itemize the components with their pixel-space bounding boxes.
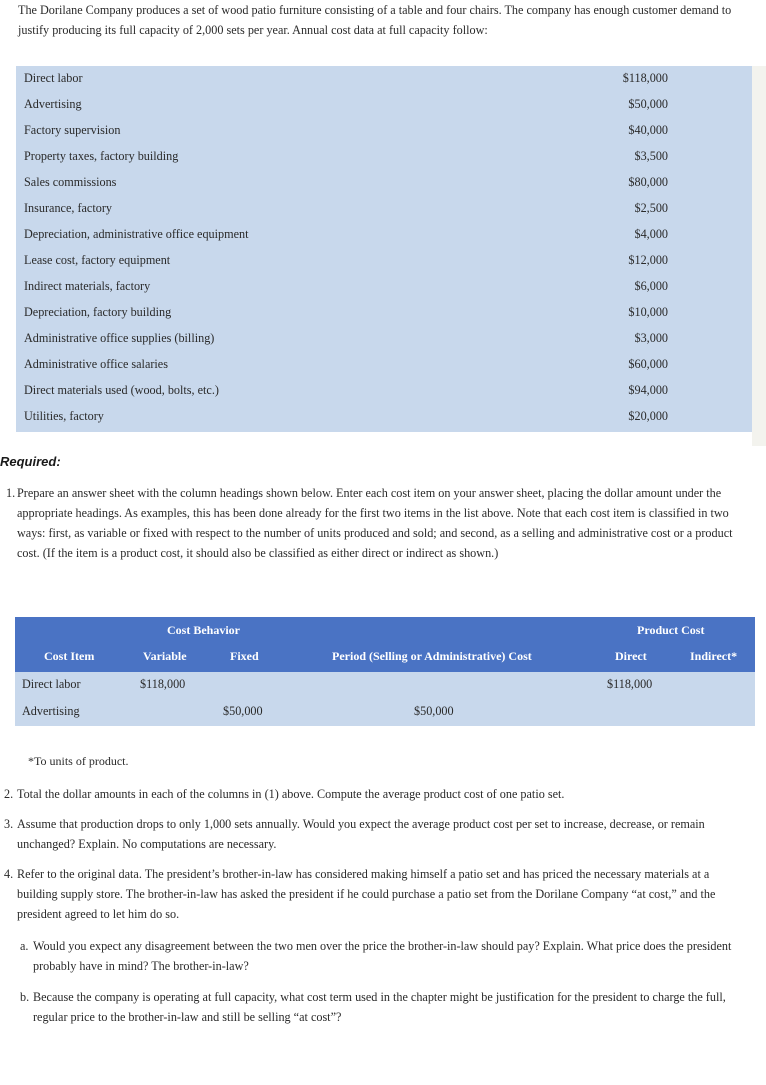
question-4a — [20, 936, 748, 976]
table-row — [16, 404, 752, 430]
cost-item-label: Administrative office salaries — [24, 357, 168, 371]
row-fixed: $50,000 — [223, 704, 263, 718]
cost-item-amount: $94,000 — [628, 383, 668, 397]
cost-item-label: Factory supervision — [24, 123, 121, 137]
question-4b — [20, 987, 748, 1027]
cost-item-amount: $40,000 — [628, 123, 668, 137]
table-row — [16, 222, 752, 248]
table-row — [16, 66, 752, 92]
table-row — [16, 352, 752, 378]
question-number: a. — [20, 939, 29, 953]
question-text: Assume that production drops to only 1,000 sets annually. Would you expect the average product cost per set to increase, decrease, or remain unchanged? Explain. No computations are necessary. — [17, 817, 705, 851]
question-number: 4. — [4, 867, 14, 881]
answer-table-header — [15, 617, 755, 672]
cost-item-amount: $60,000 — [628, 357, 668, 371]
row-cost-item: Direct labor — [22, 677, 81, 691]
question-text: Would you expect any disagreement between the two men over the price the brother-in-law should pay? Explain. What price does the president probably have in mind? The brother-in-law? — [33, 939, 732, 973]
table-row — [16, 118, 752, 144]
question-4 — [4, 864, 739, 924]
cost-data-table — [16, 66, 752, 432]
intro-paragraph: The Dorilane Company produces a set of wood patio furniture consisting of a table and four chairs. The company has enough customer demand to justify producing its full capacity of 2,000 sets per year. Annual cost data at full capacity follow: — [18, 3, 732, 37]
table-footnote: *To units of product. — [28, 754, 129, 768]
header-direct: Direct — [615, 649, 647, 663]
cost-item-label: Depreciation, factory building — [24, 305, 172, 319]
row-direct: $118,000 — [607, 677, 653, 691]
header-cost-behavior: Cost Behavior — [167, 623, 240, 637]
cost-item-label: Depreciation, administrative office equipment — [24, 227, 249, 241]
cost-item-label: Direct labor — [24, 71, 83, 85]
cost-item-label: Administrative office supplies (billing) — [24, 331, 215, 345]
page-edge-strip — [752, 66, 766, 446]
header-period-cost: Period (Selling or Administrative) Cost — [332, 649, 532, 663]
cost-item-label: Sales commissions — [24, 175, 117, 189]
question-text: Total the dollar amounts in each of the columns in (1) above. Compute the average product cost of one patio set. — [17, 787, 565, 801]
cost-item-amount: $118,000 — [622, 71, 668, 85]
cost-item-amount: $80,000 — [628, 175, 668, 189]
question-2 — [4, 784, 754, 804]
table-row — [16, 378, 752, 404]
cost-item-amount: $12,000 — [628, 253, 668, 267]
answer-sheet-table — [15, 617, 755, 726]
cost-item-amount: $4,000 — [634, 227, 668, 241]
required-heading: Required: — [0, 454, 61, 469]
cost-item-label: Insurance, factory — [24, 201, 112, 215]
cost-item-label: Property taxes, factory building — [24, 149, 179, 163]
table-row — [16, 196, 752, 222]
question-number: b. — [20, 990, 30, 1004]
question-1 — [6, 483, 754, 563]
table-row — [16, 326, 752, 352]
question-number: 1. — [6, 486, 16, 500]
row-variable: $118,000 — [140, 677, 186, 691]
question-text: Because the company is operating at full capacity, what cost term used in the chapter might be justification for the president to charge the full, regular price to the brother-in-law and still be selling “at cost”? — [33, 990, 726, 1024]
cost-item-label: Direct materials used (wood, bolts, etc.) — [24, 383, 219, 397]
header-fixed: Fixed — [230, 649, 259, 663]
cost-item-label: Advertising — [24, 97, 82, 111]
row-period: $50,000 — [414, 704, 454, 718]
header-indirect: Indirect* — [690, 649, 738, 663]
cost-item-label: Indirect materials, factory — [24, 279, 151, 293]
cost-item-amount: $20,000 — [628, 409, 668, 423]
table-row — [16, 92, 752, 118]
table-row — [16, 170, 752, 196]
cost-item-label: Utilities, factory — [24, 409, 104, 423]
table-row — [16, 274, 752, 300]
question-number: 2. — [4, 787, 14, 801]
header-cost-item: Cost Item — [44, 649, 95, 663]
table-row — [16, 248, 752, 274]
cost-item-amount: $10,000 — [628, 305, 668, 319]
question-text: Prepare an answer sheet with the column headings shown below. Enter each cost item on your answer sheet, placing the dollar amount under the appropriate headings. As examples, this has been done already for the first two items in the list above. Note that each cost item is classified in two ways: first, as variable or fixed with respect to the number of units produced and sold; and second, as a selling and administrative cost or a product cost. (If the item is a product cost, it should also be classified as either direct or indirect as shown.) — [17, 486, 733, 560]
cost-item-amount: $6,000 — [634, 279, 668, 293]
cost-item-amount: $3,500 — [634, 149, 668, 163]
cost-item-label: Lease cost, factory equipment — [24, 253, 171, 267]
question-text: Refer to the original data. The president’s brother-in-law has considered making himself a patio set and has priced the necessary materials at a building supply store. The brother-in-law has asked the president if he could purchase a patio set from the Dorilane Company “at cost,” and the president agreed to let him do so. — [17, 867, 716, 921]
table-row — [16, 144, 752, 170]
header-product-cost: Product Cost — [637, 623, 705, 637]
cost-item-amount: $50,000 — [628, 97, 668, 111]
question-3 — [4, 814, 754, 854]
cost-item-amount: $2,500 — [634, 201, 668, 215]
cost-item-amount: $3,000 — [634, 331, 668, 345]
table-row — [16, 300, 752, 326]
row-cost-item: Advertising — [22, 704, 80, 718]
header-variable: Variable — [143, 649, 187, 663]
question-number: 3. — [4, 817, 14, 831]
